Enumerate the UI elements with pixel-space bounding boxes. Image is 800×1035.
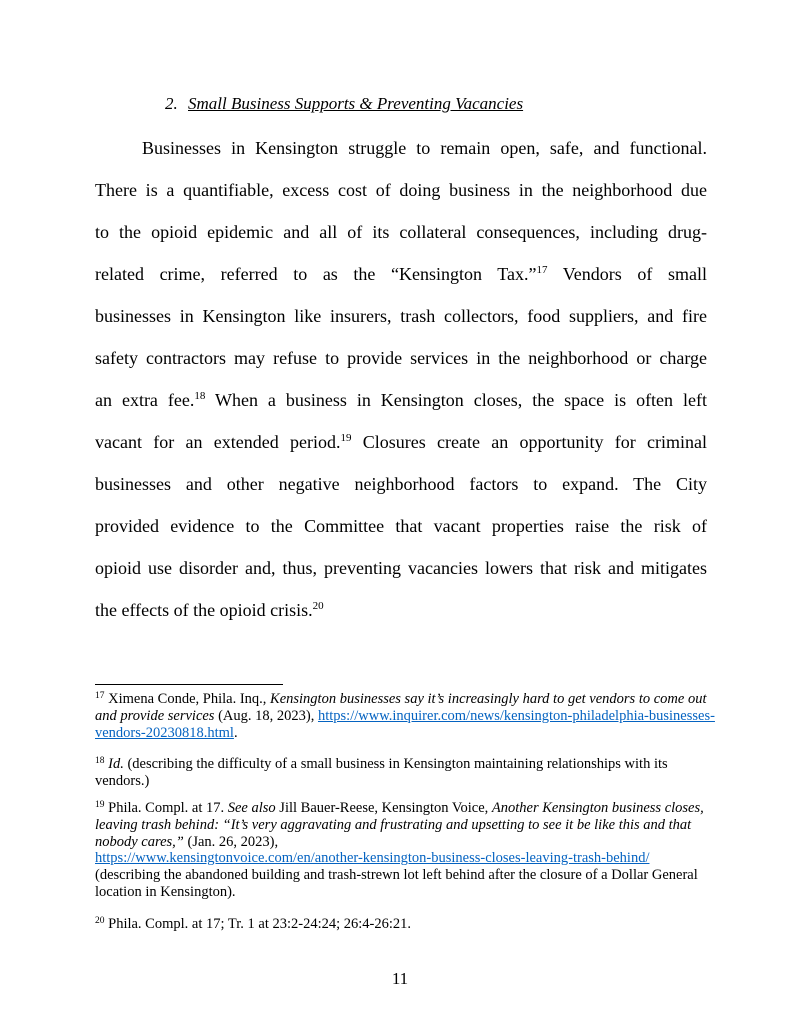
body-text: the effects of the opioid crisis. [95,600,313,620]
footnote-19 [95,800,715,901]
footnote-text: (describing the abandoned building and trash-strewn lot left behind after the closure of a Dollar General location in Kensington). [95,867,698,900]
body-text: When a business in Kensington closes, the space is often left [205,390,707,410]
footnote-number: 20 [95,916,105,926]
body-text: Vendors of small [547,264,707,284]
body-line [95,599,707,621]
footnote-ref-19[interactable]: 19 [340,432,352,444]
body-text: Businesses in Kensington struggle to remain open, safe, and functional. [142,138,707,158]
body-line: opioid use disorder and, thus, preventing vacancies lowers that risk and mitigates [95,558,707,578]
body-text: an extra fee. [95,390,195,410]
body-text: related crime, referred to as the “Kensington Tax.” [95,264,537,284]
footnote-number: 18 [95,756,105,766]
footnote-text: (describing the difficulty of a small business in Kensington maintaining relationships with its vendors.) [95,756,668,789]
footnote-text: . [233,724,238,741]
footnote-date: (Aug. 18, 2023), [214,707,318,724]
body-line [142,137,707,159]
footnote-20 [95,916,715,933]
section-title: Small Business Supports & Preventing Vacancies [188,94,524,113]
footnote-ref-17[interactable]: 17 [536,264,548,276]
footnote-number: 19 [95,800,105,810]
body-line: provided evidence to the Committee that vacant properties raise the risk of [95,516,707,536]
body-text: Closures create an opportunity for criminal [351,432,708,452]
footnote-17 [95,691,715,741]
footnote-18 [95,756,715,790]
footnote-text: Phila. Compl. at 17. [104,800,228,816]
footnote-title: Kensington businesses say it’s increasingly hard to get vendors to come out and provide services [95,691,707,724]
footnote-link[interactable]: https://www.inquirer.com/news/kensington-philadelphia-businesses-vendors-20230818.html [95,707,715,741]
body-line: safety contractors may refuse to provide services in the neighborhood or charge [95,348,707,368]
body-line: There is a quantifiable, excess cost of doing business in the neighborhood due [95,180,707,200]
page-number: 11 [391,969,409,988]
footnote-author: Jill Bauer-Reese, Kensington Voice, [275,800,492,816]
body-line: businesses and other negative neighborhood factors to expand. The City [95,474,707,494]
footnote-signal: See also [227,800,276,816]
body-line [95,389,707,411]
footnote-title: Another Kensington business closes, leaving trash behind: “It’s very aggravating and frustrating and upsetting to see it be like this and that nobody cares,” [95,800,704,850]
footnote-date: (Jan. 26, 2023), [183,833,279,850]
body-line [95,263,707,285]
section-number: 2. [165,94,178,113]
body-text: vacant for an extended period. [95,432,341,452]
footnote-ref-20[interactable]: 20 [312,600,324,612]
body-line: businesses in Kensington like insurers, trash collectors, food suppliers, and fire [95,306,707,326]
body-line: to the opioid epidemic and all of its collateral consequences, including drug- [95,222,707,242]
body-line [95,431,707,453]
footnote-id: Id. [108,756,124,772]
footnote-ref-18[interactable]: 18 [194,390,206,402]
footnote-text: Phila. Compl. at 17; Tr. 1 at 23:2-24:24; 26:4-26:21. [104,916,412,932]
footnote-number: 17 [95,691,105,701]
footnote-separator [95,684,283,685]
footnote-link[interactable]: https://www.kensingtonvoice.com/en/another-kensington-business-closes-leaving-trash-behind/ [95,850,650,867]
section-heading [165,94,523,114]
footnote-author: Ximena Conde, Phila. Inq., [104,691,271,707]
